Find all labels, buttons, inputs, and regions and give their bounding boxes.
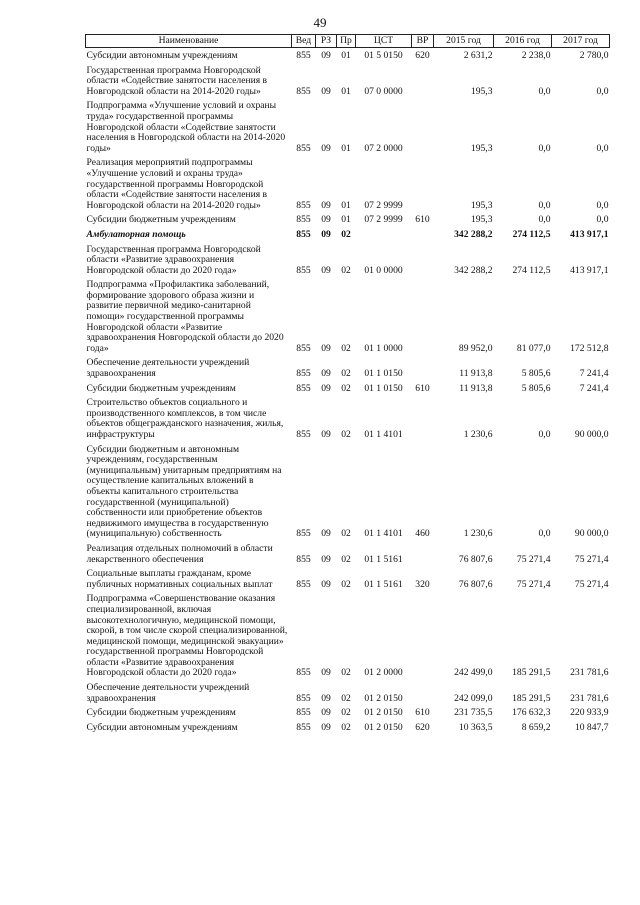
row-pr: 02 xyxy=(341,264,351,276)
row-pr: 02 xyxy=(341,368,351,380)
row-vr xyxy=(412,242,434,278)
row-vr: 460 xyxy=(415,528,430,540)
table-row xyxy=(86,355,610,380)
row-rz: 09 xyxy=(321,553,331,565)
row-pr: 02 xyxy=(341,342,351,354)
table-row xyxy=(86,242,610,278)
row-pr: 01 xyxy=(341,85,351,97)
row-amount-2015: 195,3 xyxy=(470,199,493,211)
row-amount-2016: 185 291,5 xyxy=(512,692,551,704)
row-amount-2017: 75 271,4 xyxy=(574,553,609,565)
column-header-2017: 2017 год xyxy=(552,35,610,48)
row-amount-2015: 242 499,0 xyxy=(454,667,493,679)
row-amount-2017: 75 271,4 xyxy=(574,578,609,590)
row-pr: 02 xyxy=(341,721,351,733)
row-amount-2017: 231 781,6 xyxy=(570,692,609,704)
row-rz: 09 xyxy=(321,199,331,211)
row-rz: 09 xyxy=(321,429,331,440)
row-ved: 855 xyxy=(296,142,311,154)
row-amount-2017: 413 917,1 xyxy=(570,264,609,276)
row-rz: 09 xyxy=(321,528,331,540)
row-rz: 09 xyxy=(321,342,331,354)
row-vr xyxy=(412,355,434,380)
row-name: Субсидии бюджетным учреждениям xyxy=(86,382,236,394)
column-header-name: Наименование xyxy=(86,35,292,48)
row-ved: 855 xyxy=(296,707,311,719)
row-pr: 01 xyxy=(341,214,351,226)
row-cst: 01 2 0150 xyxy=(364,707,403,719)
row-amount-2015: 11 913,8 xyxy=(459,368,493,380)
row-amount-2017: 7 241,4 xyxy=(579,368,609,380)
row-amount-2015: 1 230,6 xyxy=(463,429,493,440)
budget-table xyxy=(85,34,610,734)
row-amount-2015: 195,3 xyxy=(470,85,493,97)
row-amount-2017: 0,0 xyxy=(596,214,609,226)
row-amount-2015: 342 288,2 xyxy=(454,264,493,276)
row-name: Обеспечение деятельности учреждений здравоохранения xyxy=(86,682,250,704)
table-row xyxy=(86,591,610,680)
row-vr: 620 xyxy=(415,50,430,61)
row-ved: 855 xyxy=(296,382,311,394)
row-ved: 855 xyxy=(296,199,311,211)
row-amount-2015: 1 230,6 xyxy=(463,528,493,540)
row-pr: 02 xyxy=(341,553,351,565)
row-amount-2016: 185 291,5 xyxy=(512,667,551,679)
table-row xyxy=(86,705,610,720)
table-row xyxy=(86,98,610,155)
row-amount-2016: 0,0 xyxy=(538,214,551,226)
row-amount-2017: 0,0 xyxy=(596,142,609,154)
row-cst: 01 0 0000 xyxy=(364,264,403,276)
row-amount-2016: 176 632,3 xyxy=(512,707,551,719)
row-amount-2015: 2 631,2 xyxy=(463,50,493,61)
row-vr xyxy=(412,395,434,441)
row-rz: 09 xyxy=(321,368,331,380)
row-name: Субсидии бюджетным учреждениям xyxy=(86,214,236,226)
row-name: Социальные выплаты гражданам, кроме публичных нормативных социальных выплат xyxy=(86,568,273,590)
row-amount-2015: 231 735,5 xyxy=(454,707,493,719)
row-rz: 09 xyxy=(321,228,331,240)
row-name: Государственная программа Новгородской области «Развитие здравоохранения Новгородской области до 2020 года» xyxy=(86,243,261,276)
row-vr xyxy=(412,98,434,155)
row-amount-2017: 90 000,0 xyxy=(574,429,609,440)
row-amount-2016: 2 238,0 xyxy=(521,50,551,61)
row-pr: 02 xyxy=(341,429,351,440)
row-pr: 02 xyxy=(341,692,351,704)
row-cst: 01 1 0000 xyxy=(364,342,403,354)
table-row xyxy=(86,541,610,566)
column-header-2016: 2016 год xyxy=(494,35,552,48)
row-name: Подпрограмма «Профилактика заболеваний, формирование здорового образа жизни и развитие первичной медико-санитарной помощи» государственной программы Новгородской области «Развитие здравоохранения Новгородской области до 2020 года» xyxy=(86,279,284,354)
row-amount-2017: 0,0 xyxy=(596,85,609,97)
column-header-rz: РЗ xyxy=(316,35,337,48)
row-vr: 320 xyxy=(415,578,430,590)
table-row xyxy=(86,277,610,355)
row-rz: 09 xyxy=(321,85,331,97)
row-cst: 01 5 0150 xyxy=(364,50,403,61)
row-amount-2015: 11 913,8 xyxy=(459,382,493,394)
row-ved: 855 xyxy=(296,228,311,240)
row-amount-2017: 413 917,1 xyxy=(570,228,609,240)
row-cst: 07 2 9999 xyxy=(364,199,403,211)
page-number: 49 xyxy=(313,15,327,30)
row-amount-2015: 242 099,0 xyxy=(454,692,493,704)
row-amount-2016: 75 271,4 xyxy=(516,553,551,565)
row-rz: 09 xyxy=(321,707,331,719)
row-vr xyxy=(412,155,434,212)
row-cst: 07 2 9999 xyxy=(364,214,403,226)
row-pr: 02 xyxy=(341,578,351,590)
table-row xyxy=(86,381,610,396)
row-pr: 01 xyxy=(341,50,351,61)
row-amount-2017: 2 780,0 xyxy=(579,50,609,61)
row-amount-2016: 0,0 xyxy=(538,142,551,154)
row-name: Субсидии бюджетным и автономным учреждениям, государственным (муниципальным) унитарным предприятиям на осуществление капитальных вложений в объекты капитального строительства государственной (муниципальной) собственности или приобретение объектов недвижимого имущества в государственную (муниципальную) собственность xyxy=(86,443,282,540)
row-amount-2015: 76 807,6 xyxy=(458,578,493,590)
row-vr xyxy=(412,591,434,680)
table-row xyxy=(86,442,610,541)
row-rz: 09 xyxy=(321,667,331,679)
row-rz: 09 xyxy=(321,142,331,154)
row-amount-2016: 0,0 xyxy=(538,429,551,440)
row-ved: 855 xyxy=(296,553,311,565)
table-row xyxy=(86,395,610,441)
row-amount-2017: 172 512,8 xyxy=(570,342,609,354)
row-amount-2015: 195,3 xyxy=(470,142,493,154)
table-row xyxy=(86,48,610,63)
row-amount-2017: 10 847,7 xyxy=(574,721,609,733)
column-header-cst: ЦСТ xyxy=(356,35,412,48)
row-amount-2015: 195,3 xyxy=(470,214,493,226)
row-rz: 09 xyxy=(321,692,331,704)
table-row xyxy=(86,720,610,735)
row-amount-2016: 5 805,6 xyxy=(521,368,551,380)
row-rz: 09 xyxy=(321,264,331,276)
row-name: Подпрограмма «Улучшение условий и охраны труда» государственной программы Новгородской области «Содействие занятости населения в Новгородской области на 2014-2020 годы» xyxy=(86,100,286,154)
row-cst: 01 1 4101 xyxy=(364,429,403,440)
table-row xyxy=(86,227,610,242)
table-header-row xyxy=(86,35,610,48)
row-name: Государственная программа Новгородской области «Содействие занятости населения в Новгородской области на 2014-2020 годы» xyxy=(86,64,268,97)
row-ved: 855 xyxy=(296,342,311,354)
row-ved: 855 xyxy=(296,721,311,733)
row-ved: 855 xyxy=(296,214,311,226)
row-name: Строительство объектов социального и производственного комплексов, в том числе объектов общегражданского назначения, жилья, инфраструктуры xyxy=(86,397,284,440)
row-amount-2016: 274 112,5 xyxy=(512,264,551,276)
row-rz: 09 xyxy=(321,50,331,61)
row-name: Реализация мероприятий подпрограммы «Улучшение условий и охраны труда» государственной программы Новгородской области «Содействие занятости населения в Новгородской области на 2014-2020 годы» xyxy=(86,157,268,211)
row-amount-2016: 5 805,6 xyxy=(521,382,551,394)
row-vr: 610 xyxy=(415,214,430,226)
row-amount-2017: 220 933,9 xyxy=(570,707,609,719)
row-amount-2017: 7 241,4 xyxy=(579,382,609,394)
row-pr: 02 xyxy=(341,228,351,240)
table-body xyxy=(86,48,610,735)
row-amount-2016: 274 112,5 xyxy=(512,228,551,240)
row-amount-2016: 8 659,2 xyxy=(521,721,551,733)
row-cst: 01 2 0150 xyxy=(364,721,403,733)
row-amount-2016: 0,0 xyxy=(538,199,551,211)
row-amount-2017: 0,0 xyxy=(596,199,609,211)
row-rz: 09 xyxy=(321,721,331,733)
row-cst: 07 0 0000 xyxy=(364,85,403,97)
row-vr xyxy=(412,541,434,566)
column-header-vr: ВР xyxy=(412,35,434,48)
row-ved: 855 xyxy=(296,368,311,380)
row-name: Субсидии бюджетным учреждениям xyxy=(86,707,236,719)
row-amount-2016: 81 077,0 xyxy=(516,342,551,354)
row-cst xyxy=(356,227,412,242)
row-vr xyxy=(412,227,434,242)
row-ved: 855 xyxy=(296,692,311,704)
column-header-pr: Пр xyxy=(337,35,356,48)
table-row xyxy=(86,155,610,212)
row-cst: 07 2 0000 xyxy=(364,142,403,154)
row-vr xyxy=(412,680,434,705)
row-pr: 02 xyxy=(341,707,351,719)
row-vr xyxy=(412,277,434,355)
row-ved: 855 xyxy=(296,429,311,440)
column-header-ved: Вед xyxy=(292,35,316,48)
table-row xyxy=(86,63,610,99)
row-name: Субсидии автономным учреждениям xyxy=(86,50,238,61)
row-rz: 09 xyxy=(321,578,331,590)
row-ved: 855 xyxy=(296,528,311,540)
row-name: Амбулаторная помощь xyxy=(86,228,186,240)
row-ved: 855 xyxy=(296,667,311,679)
row-vr: 610 xyxy=(415,382,430,394)
row-amount-2017: 231 781,6 xyxy=(570,667,609,679)
row-pr: 01 xyxy=(341,142,351,154)
row-cst: 01 2 0000 xyxy=(364,667,403,679)
row-amount-2016: 75 271,4 xyxy=(516,578,551,590)
row-ved: 855 xyxy=(296,264,311,276)
row-amount-2016: 0,0 xyxy=(538,528,551,540)
row-ved: 855 xyxy=(296,50,311,61)
row-pr: 02 xyxy=(341,528,351,540)
row-cst: 01 1 5161 xyxy=(364,553,403,565)
row-ved: 855 xyxy=(296,578,311,590)
row-cst: 01 1 4101 xyxy=(364,528,403,540)
row-amount-2015: 76 807,6 xyxy=(458,553,493,565)
row-name: Подпрограмма «Совершенствование оказания специализированной, включая высокотехнологичную, медицинской помощи, скорой, в том числе скорой специализированной, медицинской помощи, медицинской эвакуации» государственной программы Новгородской области «Развитие здравоохранения Новгородской области до 2020 года» xyxy=(86,593,288,679)
row-name: Обеспечение деятельности учреждений здравоохранения xyxy=(86,357,250,380)
row-vr xyxy=(412,63,434,99)
row-amount-2016: 0,0 xyxy=(538,85,551,97)
row-name: Реализация отдельных полномочий в области лекарственного обеспечения xyxy=(86,542,273,565)
row-pr: 01 xyxy=(341,199,351,211)
row-cst: 01 1 5161 xyxy=(364,578,403,590)
row-rz: 09 xyxy=(321,382,331,394)
row-pr: 02 xyxy=(341,667,351,679)
row-vr: 620 xyxy=(415,721,430,733)
row-amount-2015: 10 363,5 xyxy=(458,721,493,733)
row-amount-2017: 90 000,0 xyxy=(574,528,609,540)
row-amount-2015: 342 288,2 xyxy=(454,228,493,240)
row-amount-2015: 89 952,0 xyxy=(458,342,493,354)
row-rz: 09 xyxy=(321,214,331,226)
row-cst: 01 2 0150 xyxy=(364,692,403,704)
table-row xyxy=(86,680,610,705)
row-vr: 610 xyxy=(415,707,430,719)
row-ved: 855 xyxy=(296,85,311,97)
row-cst: 01 1 0150 xyxy=(364,382,403,394)
table-row xyxy=(86,566,610,591)
row-name: Субсидии автономным учреждениям xyxy=(86,721,238,733)
column-header-2015: 2015 год xyxy=(434,35,494,48)
row-cst: 01 1 0150 xyxy=(364,368,403,380)
table-row xyxy=(86,212,610,227)
row-pr: 02 xyxy=(341,382,351,394)
